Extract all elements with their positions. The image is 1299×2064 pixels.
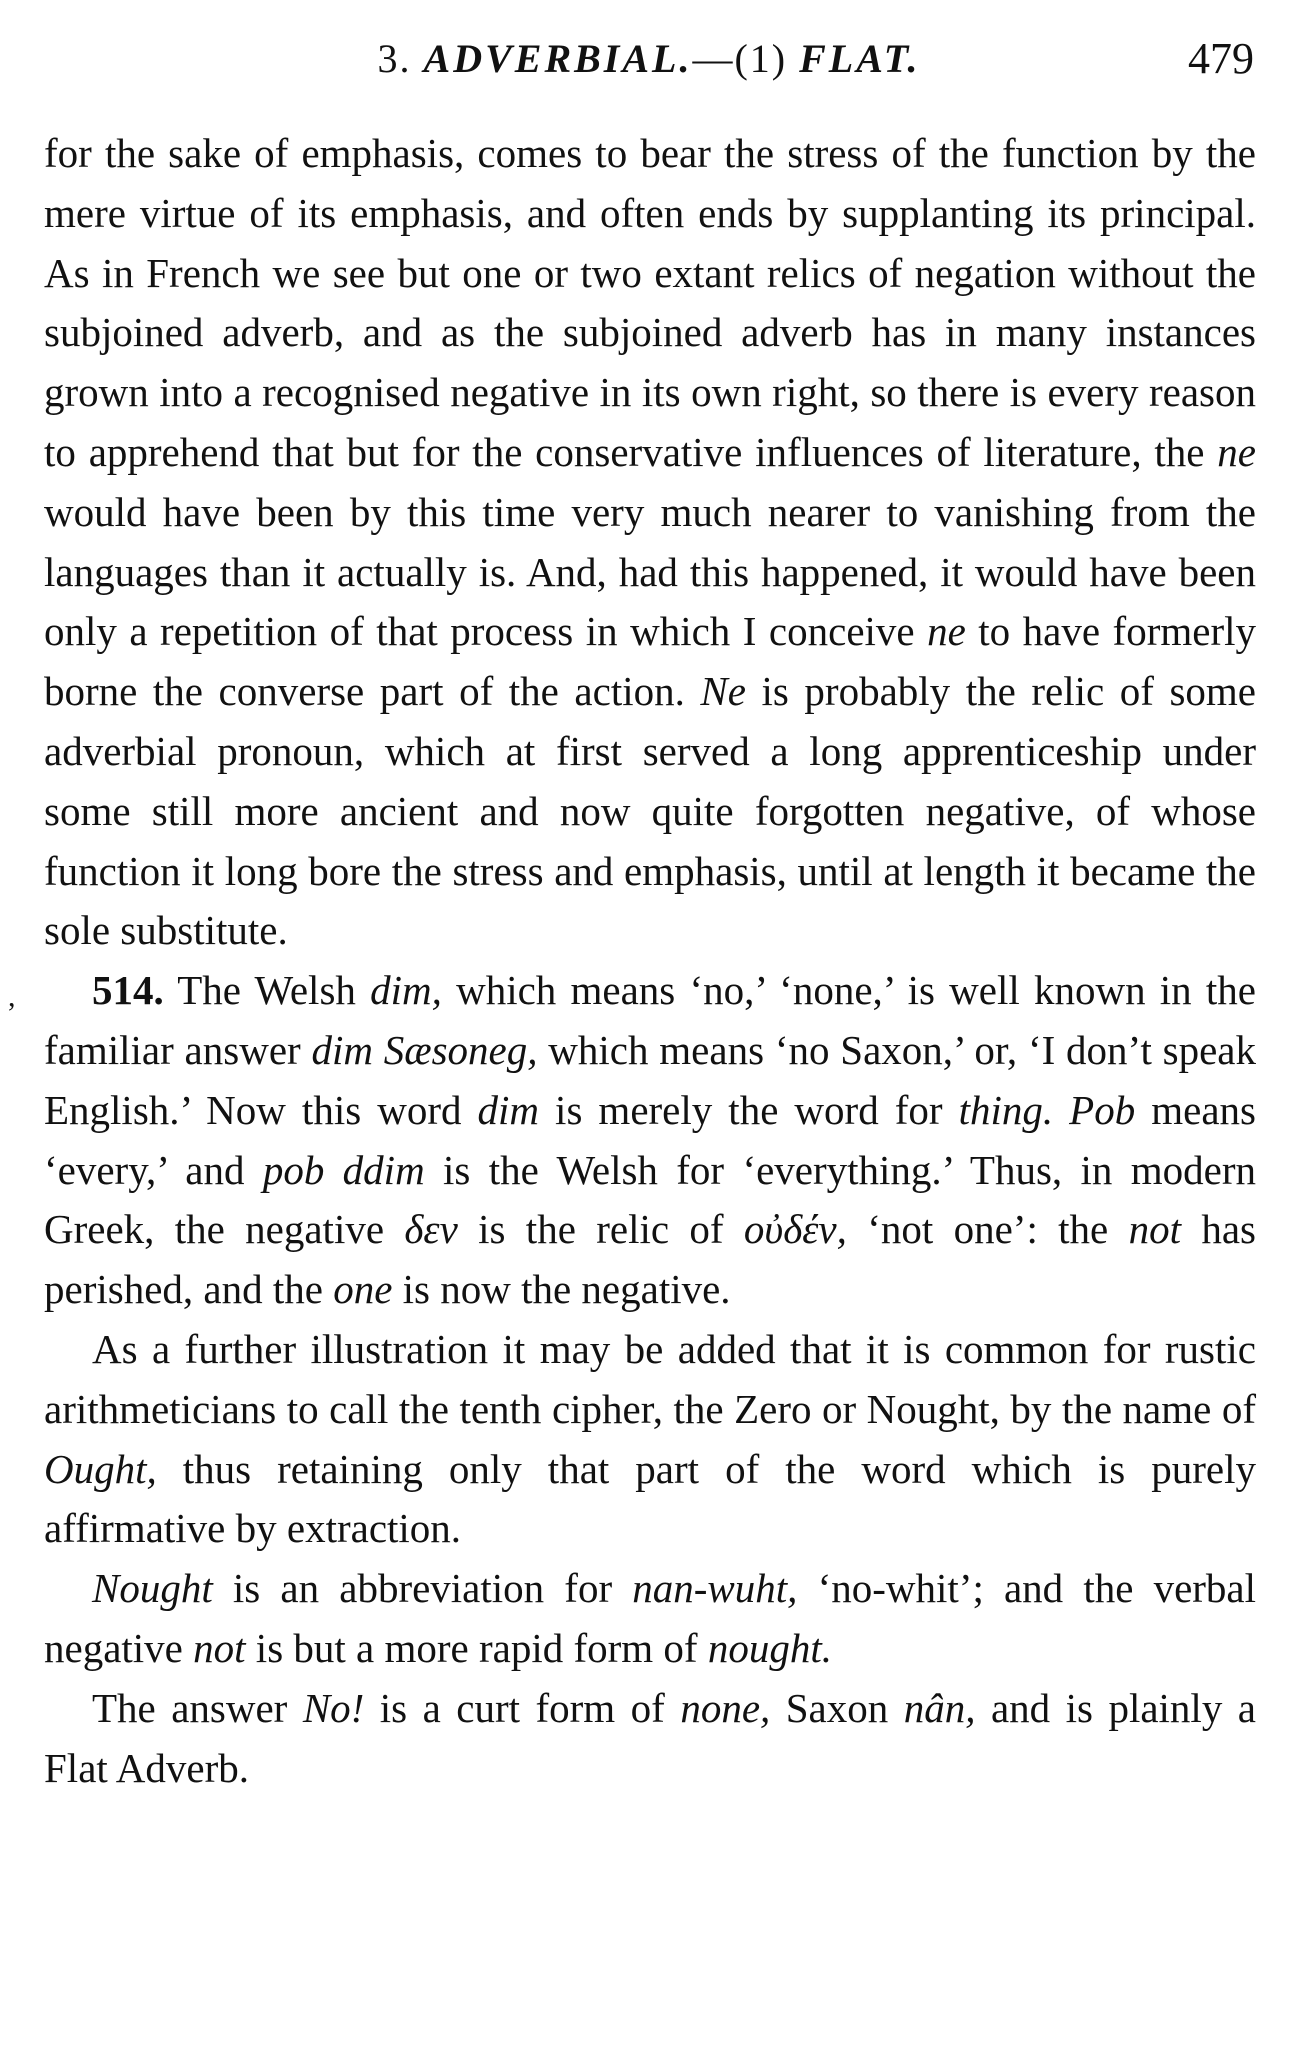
- text-run: is probably the relic of some adverbial pronoun, which at first served a long apprenticeship under some still more ancient and now quite forgotten negative, of whose function it long bore the stress and emphasis, until at length it became the sole substitute.: [44, 668, 1256, 954]
- text-run: The Welsh: [163, 967, 371, 1014]
- italic-word: thing.: [958, 1086, 1054, 1133]
- text-run: is but a more rapid form of: [245, 1624, 708, 1671]
- italic-word: pob ddim: [262, 1146, 425, 1193]
- text-run: Saxon: [770, 1684, 904, 1731]
- section-marker: 514.: [92, 967, 164, 1014]
- text-run: is now the negative.: [392, 1266, 731, 1313]
- italic-word: nought.: [707, 1624, 832, 1671]
- subsection-number: (1): [734, 36, 788, 81]
- text-run: is the relic of: [457, 1206, 744, 1253]
- italic-word: Ought,: [44, 1445, 157, 1492]
- italic-word: No!: [302, 1684, 365, 1731]
- running-title: [44, 28, 1254, 90]
- text-run: means ‘every,’ and: [44, 1086, 1256, 1193]
- text-run: is merely the word for: [539, 1086, 959, 1133]
- italic-word: nân,: [903, 1684, 976, 1731]
- subsection-title: FLAT.: [799, 36, 921, 81]
- paragraph-514: [44, 961, 1256, 1320]
- paragraph-3: [44, 1320, 1256, 1559]
- italic-word: ne: [927, 608, 966, 655]
- text-run: which means ‘no Saxon,’ or, ‘I don’t speak English.’ Now this word: [44, 1026, 1256, 1133]
- paragraph-5: [44, 1679, 1256, 1799]
- text-run: for the sake of emphasis, comes to bear the stress of the function by the mere virtue of its emphasis, and often ends by supplanting its principal. As in French we see but one or two extant relics of negation without the subjoined adverb, and as the subjoined adverb has in many instances grown into a recognised negative in its own right, so there is every reason to apprehend that but for the conservative influences of literature, the: [44, 130, 1256, 475]
- paragraph-1: [44, 124, 1256, 961]
- running-head: [44, 28, 1254, 90]
- greek-word: δεν: [404, 1206, 458, 1253]
- text-run: would have been by this time very much nearer to vanishing from the languages than it actually is. And, had this happened, it would have been only a repetition of that process in which I conceive: [44, 488, 1256, 655]
- italic-word: nan-wuht,: [632, 1565, 798, 1612]
- text-run: is the Welsh for ‘everything.’ Thus, in modern Greek, the negative: [44, 1146, 1256, 1253]
- body-text: [44, 124, 1256, 1798]
- italic-word: dim: [477, 1086, 540, 1133]
- italic-word: dim,: [370, 967, 442, 1014]
- section-title: ADVERBIAL.: [423, 36, 693, 81]
- italic-word: one: [333, 1266, 393, 1313]
- text-run: is a curt form of: [364, 1684, 681, 1731]
- italic-word: Pob: [1069, 1086, 1136, 1133]
- greek-word: οὐδέν,: [743, 1206, 847, 1253]
- text-run: As a further illustration it may be added that it is common for rustic arithmeticians to call the tenth cipher, the Zero or Nought, by the name of: [44, 1325, 1256, 1432]
- text-run: ‘no-whit’; and the verbal negative: [44, 1565, 1257, 1671]
- text-run: to have formerly borne the converse part of the action.: [44, 608, 1256, 715]
- paragraph-4: [44, 1559, 1256, 1679]
- italic-word: Nought: [92, 1565, 213, 1612]
- text-run: and is plainly a Flat Adverb.: [44, 1684, 1256, 1791]
- text-run: is an abbreviation for: [212, 1565, 633, 1612]
- italic-word: dim Sæsoneg,: [311, 1026, 538, 1073]
- page-number: 479: [1188, 34, 1254, 83]
- italic-word: none,: [680, 1684, 771, 1731]
- text-run: ‘not one’: the: [846, 1206, 1129, 1253]
- text-run: thus retaining only that part of the word which is purely affirmative by extraction.: [44, 1445, 1256, 1552]
- italic-word: Ne: [700, 668, 746, 715]
- text-run: has perished, and the: [44, 1206, 1256, 1313]
- italic-word: not: [193, 1624, 246, 1671]
- text-run: [1053, 1087, 1069, 1133]
- italic-word: ne: [1217, 428, 1256, 475]
- text-run: The answer: [92, 1684, 303, 1731]
- text-run: which means ‘no,’ ‘none,’ is well known in the familiar answer: [44, 967, 1256, 1073]
- section-number: 3.: [377, 36, 412, 81]
- title-dash: —: [692, 36, 735, 81]
- italic-word: not: [1128, 1206, 1181, 1253]
- margin-mark: ,: [8, 980, 16, 1013]
